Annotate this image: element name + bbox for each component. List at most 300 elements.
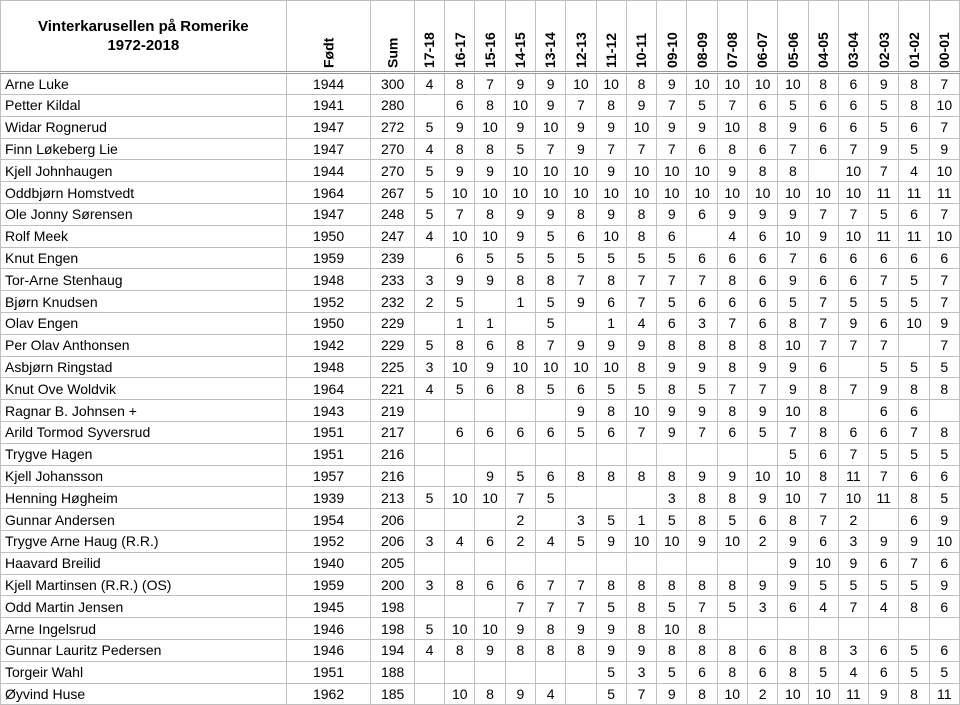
season-score (838, 400, 868, 422)
season-score: 7 (566, 269, 596, 291)
total-sum: 188 (371, 661, 414, 683)
season-score: 9 (657, 73, 687, 95)
season-score: 8 (899, 596, 929, 618)
season-score (535, 400, 565, 422)
season-score: 7 (687, 596, 717, 618)
season-score: 10 (778, 73, 808, 95)
season-header: 13-14 (535, 1, 565, 73)
season-score: 7 (535, 574, 565, 596)
season-score: 7 (657, 95, 687, 117)
season-score: 10 (838, 182, 868, 204)
season-score: 6 (869, 421, 899, 443)
birth-year: 1962 (286, 683, 371, 705)
season-score: 9 (535, 203, 565, 225)
season-score: 2 (747, 530, 777, 552)
season-score: 7 (808, 203, 838, 225)
season-header: 00-01 (929, 1, 959, 73)
season-score: 8 (808, 400, 838, 422)
season-score: 9 (747, 400, 777, 422)
season-score: 9 (535, 73, 565, 95)
season-score: 7 (869, 465, 899, 487)
athlete-name: Kjell Johnhaugen (1, 160, 287, 182)
season-score: 6 (899, 400, 929, 422)
season-score: 10 (687, 182, 717, 204)
season-score (687, 552, 717, 574)
season-score: 8 (445, 138, 475, 160)
athlete-name: Gunnar Lauritz Pedersen (1, 639, 287, 661)
season-score: 11 (869, 487, 899, 509)
season-score: 2 (505, 530, 535, 552)
table-row (1, 509, 960, 531)
season-score (445, 465, 475, 487)
season-score: 3 (687, 312, 717, 334)
season-score: 9 (475, 356, 505, 378)
table-row (1, 530, 960, 552)
season-score (535, 552, 565, 574)
birth-year: 1946 (286, 618, 371, 640)
season-score: 2 (414, 291, 444, 313)
season-score: 9 (505, 203, 535, 225)
season-score: 9 (838, 312, 868, 334)
season-score: 5 (626, 378, 656, 400)
season-score: 9 (535, 95, 565, 117)
season-score: 9 (626, 639, 656, 661)
season-score: 9 (566, 138, 596, 160)
season-score: 6 (929, 465, 959, 487)
birth-year: 1950 (286, 225, 371, 247)
season-score: 6 (687, 661, 717, 683)
season-score: 4 (838, 661, 868, 683)
season-score: 8 (687, 574, 717, 596)
season-score: 8 (717, 661, 747, 683)
season-score (505, 661, 535, 683)
season-score (687, 443, 717, 465)
season-score: 10 (717, 530, 747, 552)
season-score: 9 (596, 530, 626, 552)
title-line2: 1972-2018 (107, 37, 180, 54)
season-score: 8 (899, 683, 929, 705)
season-header: 12-13 (566, 1, 596, 73)
season-score: 10 (505, 356, 535, 378)
season-score (414, 95, 444, 117)
season-score: 5 (596, 596, 626, 618)
season-score: 7 (778, 247, 808, 269)
season-score: 7 (626, 421, 656, 443)
season-score: 9 (717, 465, 747, 487)
season-score: 10 (626, 182, 656, 204)
season-score: 8 (899, 95, 929, 117)
season-score: 10 (838, 487, 868, 509)
season-score: 10 (445, 182, 475, 204)
season-score: 8 (535, 639, 565, 661)
season-score (838, 618, 868, 640)
season-score: 9 (566, 116, 596, 138)
header-row (1, 1, 960, 73)
season-score: 5 (778, 291, 808, 313)
season-score: 6 (808, 95, 838, 117)
season-score: 8 (929, 421, 959, 443)
season-score: 7 (626, 138, 656, 160)
season-score: 5 (505, 138, 535, 160)
season-score: 10 (596, 225, 626, 247)
season-score: 9 (657, 203, 687, 225)
season-score: 7 (717, 378, 747, 400)
season-header: 09-10 (657, 1, 687, 73)
season-score (838, 356, 868, 378)
season-score: 8 (475, 683, 505, 705)
season-score: 10 (475, 618, 505, 640)
season-score: 5 (869, 443, 899, 465)
season-score: 8 (778, 661, 808, 683)
season-score: 7 (657, 138, 687, 160)
season-score: 9 (657, 116, 687, 138)
season-score: 5 (687, 378, 717, 400)
season-score: 7 (717, 312, 747, 334)
season-score: 9 (596, 618, 626, 640)
season-score: 8 (808, 73, 838, 95)
season-score: 7 (566, 596, 596, 618)
season-score (414, 596, 444, 618)
season-score: 7 (929, 269, 959, 291)
season-score: 5 (414, 334, 444, 356)
total-sum: 229 (371, 334, 414, 356)
season-score: 9 (899, 530, 929, 552)
season-score: 8 (778, 160, 808, 182)
season-score: 6 (747, 509, 777, 531)
season-score: 5 (808, 661, 838, 683)
season-score: 10 (505, 182, 535, 204)
season-score: 5 (929, 356, 959, 378)
table-row (1, 291, 960, 313)
season-score: 8 (687, 509, 717, 531)
season-score: 4 (414, 225, 444, 247)
season-score: 5 (475, 247, 505, 269)
season-score: 8 (566, 639, 596, 661)
season-score: 8 (717, 639, 747, 661)
total-sum: 270 (371, 160, 414, 182)
table-body (1, 73, 960, 705)
season-score (626, 552, 656, 574)
season-score (475, 291, 505, 313)
season-score: 6 (899, 203, 929, 225)
season-score: 8 (596, 269, 626, 291)
season-score: 10 (505, 160, 535, 182)
season-score: 8 (445, 73, 475, 95)
season-score: 10 (535, 356, 565, 378)
season-score (475, 596, 505, 618)
season-score: 6 (869, 552, 899, 574)
season-score: 9 (566, 334, 596, 356)
season-score: 6 (747, 95, 777, 117)
season-score: 9 (869, 378, 899, 400)
season-score (414, 312, 444, 334)
season-score: 9 (687, 400, 717, 422)
athlete-name: Ragnar B. Johnsen + (1, 400, 287, 422)
season-score (445, 661, 475, 683)
season-score: 5 (899, 574, 929, 596)
season-score: 6 (808, 247, 838, 269)
season-header: 16-17 (445, 1, 475, 73)
season-score (657, 552, 687, 574)
season-score (414, 661, 444, 683)
season-score: 6 (657, 225, 687, 247)
season-header: 08-09 (687, 1, 717, 73)
season-header: 04-05 (808, 1, 838, 73)
season-score (475, 400, 505, 422)
season-header: 05-06 (778, 1, 808, 73)
season-score: 5 (535, 312, 565, 334)
season-score: 7 (838, 334, 868, 356)
season-header: 15-16 (475, 1, 505, 73)
season-score: 9 (687, 356, 717, 378)
table-row (1, 203, 960, 225)
season-score (445, 400, 475, 422)
season-score: 7 (929, 73, 959, 95)
season-score: 7 (626, 269, 656, 291)
season-score: 8 (626, 356, 656, 378)
athlete-name: Trygve Hagen (1, 443, 287, 465)
season-score: 6 (808, 356, 838, 378)
total-sum: 216 (371, 443, 414, 465)
season-score: 6 (929, 639, 959, 661)
season-score: 1 (596, 312, 626, 334)
season-score: 8 (626, 465, 656, 487)
season-score: 10 (626, 530, 656, 552)
season-score: 5 (929, 661, 959, 683)
season-score (808, 160, 838, 182)
season-score: 9 (657, 421, 687, 443)
season-score: 6 (505, 421, 535, 443)
season-score: 8 (475, 95, 505, 117)
season-score: 7 (778, 138, 808, 160)
season-score: 9 (778, 574, 808, 596)
total-sum: 247 (371, 225, 414, 247)
table-row (1, 639, 960, 661)
season-score: 6 (475, 334, 505, 356)
season-score: 10 (747, 465, 777, 487)
season-score: 6 (929, 596, 959, 618)
birth-year: 1939 (286, 487, 371, 509)
season-score: 9 (505, 116, 535, 138)
season-score: 8 (596, 95, 626, 117)
season-score: 6 (445, 421, 475, 443)
season-score: 9 (747, 487, 777, 509)
season-score: 5 (869, 95, 899, 117)
season-score: 6 (445, 95, 475, 117)
season-score: 9 (566, 618, 596, 640)
season-score: 7 (869, 160, 899, 182)
season-score: 9 (808, 225, 838, 247)
season-score: 5 (626, 247, 656, 269)
season-score: 5 (535, 378, 565, 400)
season-score: 8 (505, 378, 535, 400)
athlete-name: Odd Martin Jensen (1, 596, 287, 618)
season-score: 9 (475, 465, 505, 487)
season-score (566, 552, 596, 574)
season-score: 8 (899, 378, 929, 400)
season-score: 4 (869, 596, 899, 618)
total-sum: 239 (371, 247, 414, 269)
season-score: 1 (445, 312, 475, 334)
season-score (626, 443, 656, 465)
season-score (899, 618, 929, 640)
season-score: 6 (869, 400, 899, 422)
birth-year: 1957 (286, 465, 371, 487)
season-score: 10 (747, 73, 777, 95)
season-score: 10 (566, 160, 596, 182)
athlete-name: Asbjørn Ringstad (1, 356, 287, 378)
athlete-name: Arne Luke (1, 73, 287, 95)
season-score: 9 (657, 356, 687, 378)
season-score (414, 683, 444, 705)
season-score: 5 (717, 596, 747, 618)
season-score: 10 (626, 116, 656, 138)
season-score (535, 443, 565, 465)
birth-year: 1951 (286, 421, 371, 443)
season-score: 5 (657, 661, 687, 683)
season-score: 6 (717, 247, 747, 269)
season-score: 8 (929, 378, 959, 400)
season-score: 5 (899, 443, 929, 465)
season-score: 9 (505, 73, 535, 95)
birth-year: 1948 (286, 269, 371, 291)
athlete-name: Oddbjørn Homstvedt (1, 182, 287, 204)
season-score: 5 (596, 509, 626, 531)
season-score: 8 (626, 618, 656, 640)
season-score: 5 (505, 247, 535, 269)
total-sum: 206 (371, 509, 414, 531)
table-row (1, 552, 960, 574)
season-score (505, 443, 535, 465)
birth-year: 1944 (286, 160, 371, 182)
season-score: 5 (566, 530, 596, 552)
season-score: 5 (717, 509, 747, 531)
season-score: 10 (475, 116, 505, 138)
season-score: 5 (566, 421, 596, 443)
season-score: 6 (747, 312, 777, 334)
season-score: 9 (869, 73, 899, 95)
birth-year: 1952 (286, 291, 371, 313)
born-header: Født (286, 1, 371, 73)
season-score: 8 (687, 639, 717, 661)
season-score (747, 443, 777, 465)
season-score: 7 (475, 73, 505, 95)
season-score: 7 (808, 291, 838, 313)
season-score: 4 (414, 138, 444, 160)
season-score: 7 (505, 487, 535, 509)
season-score: 5 (747, 421, 777, 443)
season-score: 1 (505, 291, 535, 313)
season-score: 8 (778, 312, 808, 334)
season-score: 10 (929, 95, 959, 117)
season-score: 8 (717, 487, 747, 509)
season-score: 9 (869, 683, 899, 705)
total-sum: 200 (371, 574, 414, 596)
season-header: 07-08 (717, 1, 747, 73)
birth-year: 1942 (286, 334, 371, 356)
season-score: 5 (899, 639, 929, 661)
birth-year: 1964 (286, 182, 371, 204)
season-score: 7 (869, 269, 899, 291)
total-sum: 205 (371, 552, 414, 574)
athlete-name: Haavard Breilid (1, 552, 287, 574)
season-score: 7 (929, 116, 959, 138)
table-row (1, 116, 960, 138)
season-score: 4 (717, 225, 747, 247)
season-score: 4 (899, 160, 929, 182)
season-score: 5 (778, 95, 808, 117)
season-score: 5 (899, 291, 929, 313)
season-score: 7 (687, 421, 717, 443)
season-score (566, 683, 596, 705)
season-header: 01-02 (899, 1, 929, 73)
season-score: 7 (929, 291, 959, 313)
season-score: 8 (778, 509, 808, 531)
season-score (445, 443, 475, 465)
season-header: 17-18 (414, 1, 444, 73)
season-score: 7 (838, 138, 868, 160)
season-score (414, 465, 444, 487)
table-row (1, 73, 960, 95)
season-score: 4 (626, 312, 656, 334)
season-score: 9 (747, 574, 777, 596)
season-score: 6 (475, 421, 505, 443)
season-score: 8 (717, 269, 747, 291)
season-score (414, 421, 444, 443)
season-score: 10 (929, 225, 959, 247)
season-score: 7 (838, 596, 868, 618)
season-score: 5 (808, 574, 838, 596)
birth-year: 1959 (286, 247, 371, 269)
table-row (1, 596, 960, 618)
athlete-name: Gunnar Andersen (1, 509, 287, 531)
season-score: 9 (778, 552, 808, 574)
birth-year: 1945 (286, 596, 371, 618)
season-score: 8 (626, 596, 656, 618)
total-sum: 232 (371, 291, 414, 313)
season-score: 5 (929, 443, 959, 465)
total-sum: 300 (371, 73, 414, 95)
season-score: 10 (445, 487, 475, 509)
season-score: 6 (566, 378, 596, 400)
season-score (475, 443, 505, 465)
season-score: 5 (778, 443, 808, 465)
season-score: 9 (657, 683, 687, 705)
season-score (445, 596, 475, 618)
season-score: 10 (445, 225, 475, 247)
birth-year: 1944 (286, 73, 371, 95)
season-score: 9 (596, 203, 626, 225)
athlete-name: Henning Høgheim (1, 487, 287, 509)
season-score: 6 (808, 116, 838, 138)
season-score (869, 509, 899, 531)
season-score: 6 (899, 116, 929, 138)
season-score: 7 (687, 269, 717, 291)
season-score: 7 (808, 509, 838, 531)
season-score: 10 (717, 182, 747, 204)
season-score: 5 (869, 574, 899, 596)
season-score: 10 (535, 182, 565, 204)
season-score: 8 (596, 400, 626, 422)
season-score: 3 (626, 661, 656, 683)
season-score: 10 (596, 182, 626, 204)
athlete-name: Arild Tormod Syversrud (1, 421, 287, 443)
season-score: 8 (505, 639, 535, 661)
season-score: 8 (626, 574, 656, 596)
season-header: 06-07 (747, 1, 777, 73)
season-score (929, 400, 959, 422)
season-header: 03-04 (838, 1, 868, 73)
